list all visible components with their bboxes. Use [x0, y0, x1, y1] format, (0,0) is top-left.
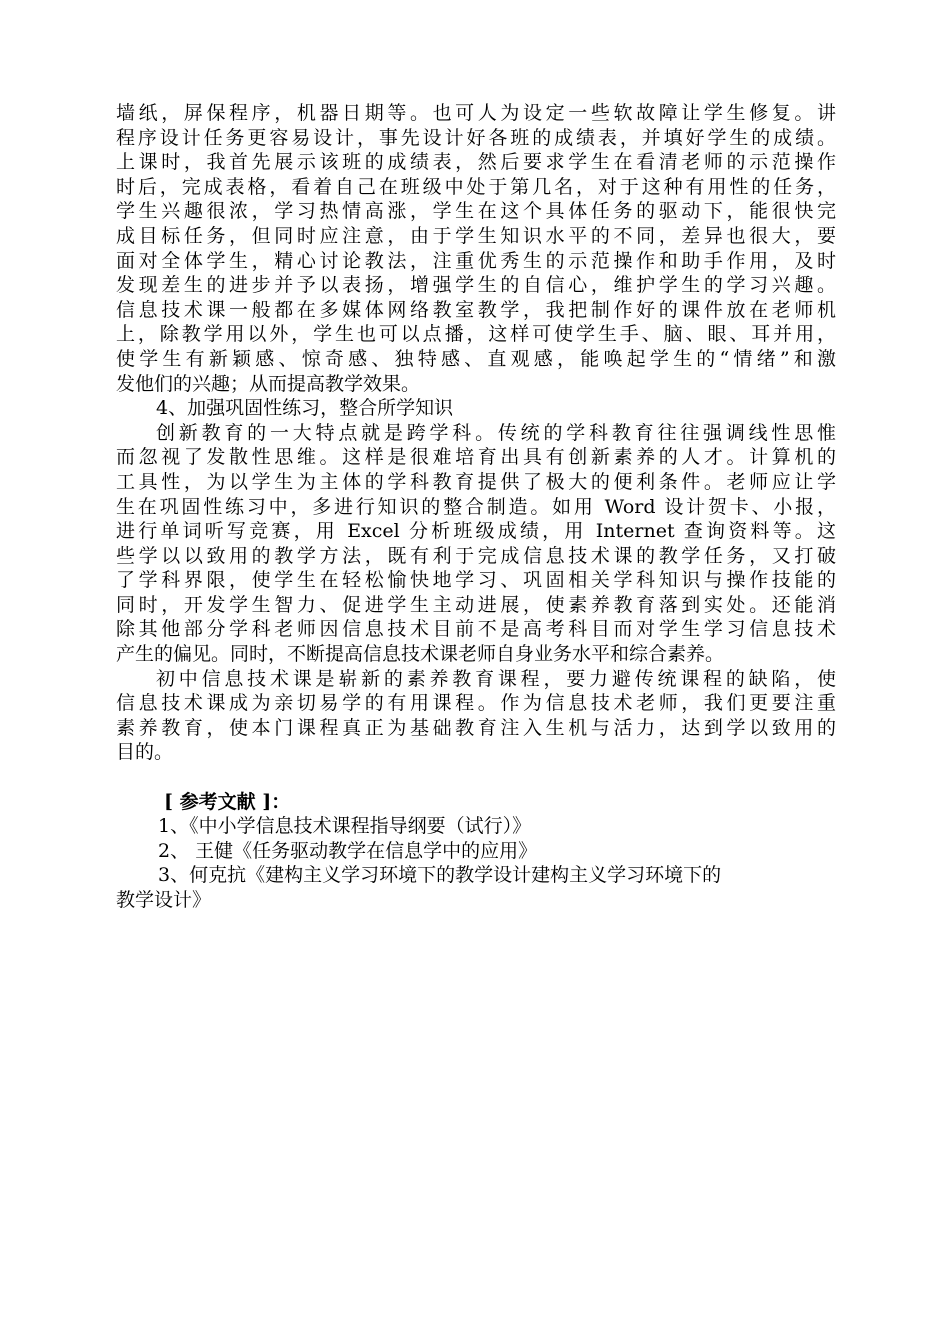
body-line: 了学科界限，使学生在轻松愉快地学习、巩固相关学科知识与操作技能的	[116, 569, 836, 592]
body-line: 发现差生的进步并予以表扬，增强学生的自信心，维护学生的学习兴趣。	[116, 274, 836, 297]
body-line: 信息技术课成为亲切易学的有用课程。作为信息技术老师，我们更要注重	[116, 692, 836, 715]
body-line: 时后，完成表格，看着自己在班级中处于第几名，对于这种有用性的任务，	[116, 175, 836, 198]
body-line: 上课时，我首先展示该班的成绩表，然后要求学生在看清老师的示范操作	[116, 151, 836, 174]
body-text	[116, 101, 836, 765]
body-line: 发他们的兴趣；从而提高教学效果。	[116, 372, 421, 395]
body-line: 上，除教学用以外，学生也可以点播，这样可使学生手、脑、眼、耳并用，	[116, 323, 836, 346]
body-line: 些学以以致用的教学方法，既有利于完成信息技术课的教学任务，又打破	[116, 544, 836, 567]
body-line: 同时，开发学生智力、促进学生主动进展，使素养教育落到实处。还能消	[116, 593, 836, 616]
body-line: 成目标任务，但同时应注意，由于学生知识水平的不同，差异也很大，要	[116, 224, 836, 247]
reference-item: 1、《中小学信息技术课程指导纲要（试行）》	[158, 815, 532, 838]
body-line: 4、加强巩固性练习，整合所学知识	[156, 397, 454, 420]
document-body	[116, 101, 836, 913]
body-line: 墙纸，屏保程序，机器日期等。也可人为设定一些软故障让学生修复。讲	[116, 102, 836, 124]
references-list	[116, 814, 836, 912]
body-line: 除其他部分学科老师因信息技术目前不是高考科目而对学生学习信息技术	[116, 618, 836, 641]
body-line: 目的。	[116, 741, 174, 764]
section-gap	[116, 765, 836, 790]
body-line: 使学生有新颖感、惊奇感、独特感、直观感，能唤起学生的“情绪”和激	[116, 347, 836, 370]
body-line: 生在巩固性练习中，多进行知识的整合制造。如用 Word 设计贺卡、小报，	[116, 495, 836, 518]
body-line: 进行单词听写竞赛，用 Excel 分析班级成绩，用 Internet 查询资料等。这	[116, 520, 836, 543]
body-line: 创新教育的一大特点就是跨学科。传统的学科教育往往强调线性思惟	[156, 421, 836, 444]
body-line: 面对全体学生，精心讨论教法，注重优秀生的示范操作和助手作用，及时	[116, 249, 836, 272]
body-line: 产生的偏见。同时，不断提高信息技术课老师自身业务水平和综合素养。	[116, 643, 725, 666]
body-line: 素养教育，使本门课程真正为基础教育注入生机与活力，达到学以致用的	[116, 716, 836, 739]
body-line: 初中信息技术课是崭新的素养教育课程，要力避传统课程的缺陷，使	[156, 667, 836, 690]
reference-item: 3、何克抗《建构主义学习环境下的教学设计建构主义学习环境下的	[158, 864, 722, 887]
body-line: 程序设计任务更容易设计，事先设计好各班的成绩表，并填好学生的成绩。	[116, 126, 836, 149]
body-line: 学生兴趣很浓，学习热情高涨，学生在这个具体任务的驱动下，能很快完	[116, 200, 836, 223]
reference-item: 教学设计》	[116, 889, 212, 911]
references-heading: [ 参考文献 ]：	[164, 790, 291, 813]
body-line: 而忽视了发散性思维。这样是很难培育出具有创新素养的人才。计算机的	[116, 446, 836, 469]
body-line: 工具性，为以学生为主体的学科教育提供了极大的便利条件。老师应让学	[116, 470, 836, 493]
body-line: 信息技术课一般都在多媒体网络教室教学，我把制作好的课件放在老师机	[116, 298, 836, 321]
reference-item: 2、 王健《任务驱动教学在信息学中的应用》	[158, 839, 538, 862]
